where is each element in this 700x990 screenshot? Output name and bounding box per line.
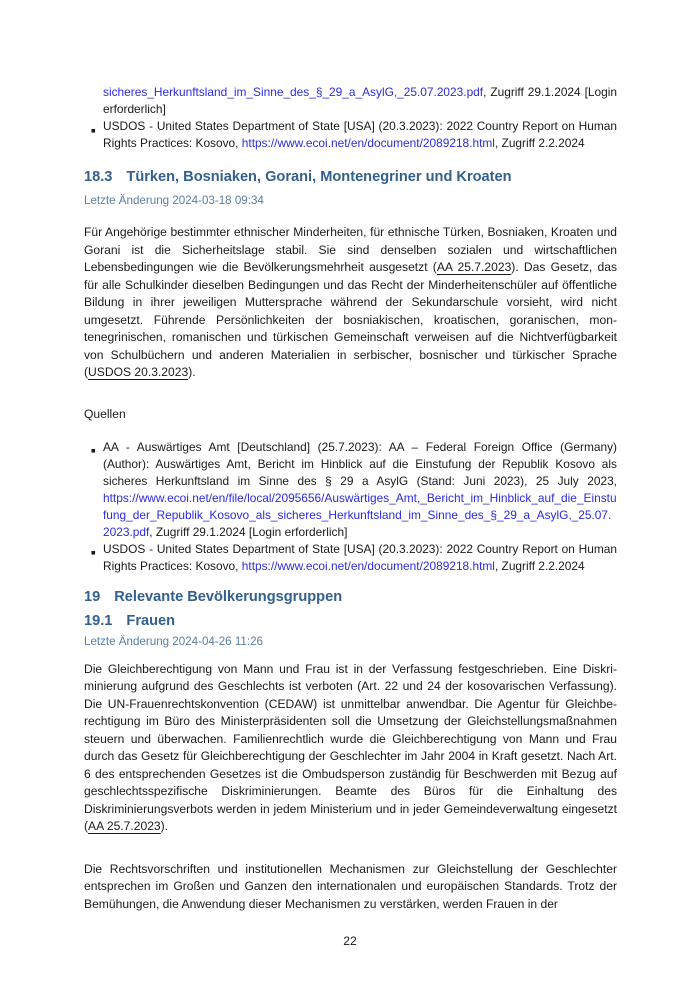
section-title: Frauen: [126, 612, 176, 629]
bullet-square-icon: ■: [91, 446, 96, 455]
external-link[interactable]: https://www.ecoi.net/en/document/2089218.html: [241, 558, 495, 573]
paragraph-text: Die Gleichberechtigung von Mann und Frau ist in der Verfassung festgeschrieben. Eine Diskriminierung aufgrund des Geschlechts ist verboten (Art. 22 und 24 der kosovarischen Verfassung). Die UN-Frauenrechtskonvention (CEDAW) ist unmittelbar anwendbar. Die Agentur für Gleichberechtigung im Büro des Ministerpräsidenten soll die Umsetzung der Gleichstellungsmaßnahmen steuern und überwachen. Familienrechtlich wurde die Gleichberechtigung von Mann und Frau durch das Gesetz für Gleichberechtigung der Geschlechter im Jahr 2004 in Kraft gesetzt. Nach Art. 6 des entsprechenden Gesetzes ist die Ombudsperson zuständig für Beschwerden mit Bezug auf geschlechtsspezifische Diskriminierungen. Beamte des Büros für die Einhaltung des Diskriminierungsverbots werden in jedem Ministerium und in jeder Gemeindeverwaltung eingesetzt (: [84, 661, 617, 833]
source-text: , Zugriff 2.2.2024: [494, 136, 585, 150]
last-change-meta: Letzte Änderung 2024-03-18 09:34: [84, 194, 264, 207]
source-text: AA - Auswärtiges Amt [Deutschland] (25.7.2023): AA – Federal Foreign Office (Germany) (Author): Auswärtiges Amt, Bericht im Hinblick auf die Einstufung der Republik Kosovo als sicheres Herkunftsland im Sinne des § 29 a AsylG (Stand: Juni 2023), 25 July 2023,: [103, 439, 617, 488]
paragraph-text: Für Angehörige bestimmter ethnischer Minderheiten, für ethnische Türken, Bosniaken, Kroaten und Gorani ist die Sicherheitslage stabil. Sie sind denselben sozialen und wirtschaftlichen Lebensbedingungen wie die Bevölkerungsmehrheit ausgesetzt (: [84, 225, 617, 274]
body-paragraph: [84, 224, 617, 382]
source-list-item: [84, 118, 617, 152]
page-number: 22: [343, 934, 357, 948]
reference-link[interactable]: AA 25.7.2023: [436, 260, 512, 274]
paragraph-text: ).: [188, 365, 196, 379]
source-text: , Zugriff 29.1.2024 [Login erforderlich]: [103, 85, 617, 116]
section-number: 19.1: [84, 612, 113, 629]
paragraph-text: Die Rechtsvorschriften und institutionellen Mechanismen zur Gleichstellung der Geschlechter entsprechen im Großen und Ganzen den internationalen und europäischen Standards. Trotz der Bemühungen, die Anwendung dieser Mechanismen zu verstärken, werden Frauen in der: [84, 861, 617, 911]
external-link[interactable]: sicheres_Herkunftsland_im_Sinne_des_§_29_a_AsylG,_25.07.2023.pdf: [103, 85, 484, 99]
external-link[interactable]: https://www.ecoi.net/en/file/local/2095656/Auswärtiges_Amt,_Bericht_im_Hinblick_auf_die_Einstufung_der_Republik_Kosovo_als_sicheres_Herkunftsland_im_Sinne_des_§_29_a_AsylG,_25.07.2023.pdf: [103, 490, 617, 539]
bullet-square-icon: ■: [91, 548, 96, 557]
source-text: USDOS - United States Department of State [USA] (20.3.2023): 2022 Country Report on Human Rights Practices: Kosovo,: [103, 541, 617, 573]
paragraph-text: ).: [160, 819, 169, 833]
external-link[interactable]: https://www.ecoi.net/en/document/2089218.html: [241, 136, 495, 150]
section-heading-18-3: [84, 168, 617, 187]
sources-list: [84, 439, 617, 575]
last-change-meta: Letzte Änderung 2024-04-26 11:26: [84, 634, 263, 648]
section-heading-19-1: [84, 612, 617, 631]
source-text: , Zugriff 2.2.2024: [494, 558, 585, 573]
body-paragraph: [84, 861, 617, 914]
page-content: [84, 0, 617, 913]
source-list-item: [84, 439, 617, 541]
source-text: USDOS - United States Department of State [USA] (20.3.2023): 2022 Country Report on Human Rights Practices: Kosovo,: [103, 119, 617, 150]
reference-link[interactable]: USDOS 20.3.2023: [88, 365, 189, 379]
paragraph-text: ). Das Gesetz, das für alle Schulkinder dieselben Bedingungen und das Recht der Minderheitenschüler auf öffentliche Bildung in ihrer jeweiligen Muttersprache während der Sekundarschule vorsieht, wird nicht umgesetzt. Führende Persönlichkeiten der bosniakischen, kroatischen, goranischen, montenegrinischen, romanischen und türkischen Gemeinschaft verweisen auf die Nichtverfügbarkeit von Schulbüchern und anderen Materialien in serbischer, bosnischer und türkischer Sprache (: [84, 260, 617, 379]
section-title: Relevante Bevölkerungsgruppen: [114, 588, 343, 605]
source-item-continuation: [84, 84, 617, 118]
section-number: 19: [84, 588, 101, 605]
bullet-square-icon: ■: [91, 125, 96, 135]
reference-link[interactable]: AA 25.7.2023: [88, 819, 161, 833]
section-number: 18.3: [84, 169, 113, 185]
section-heading-19: [84, 588, 617, 607]
sources-label: Quellen: [84, 406, 126, 421]
section-title: Türken, Bosniaken, Gorani, Montenegriner und Kroaten: [126, 169, 512, 185]
source-list-item: [84, 541, 617, 575]
body-paragraph: [84, 661, 617, 836]
source-text: , Zugriff 29.1.2024 [Login erforderlich]: [149, 524, 348, 539]
